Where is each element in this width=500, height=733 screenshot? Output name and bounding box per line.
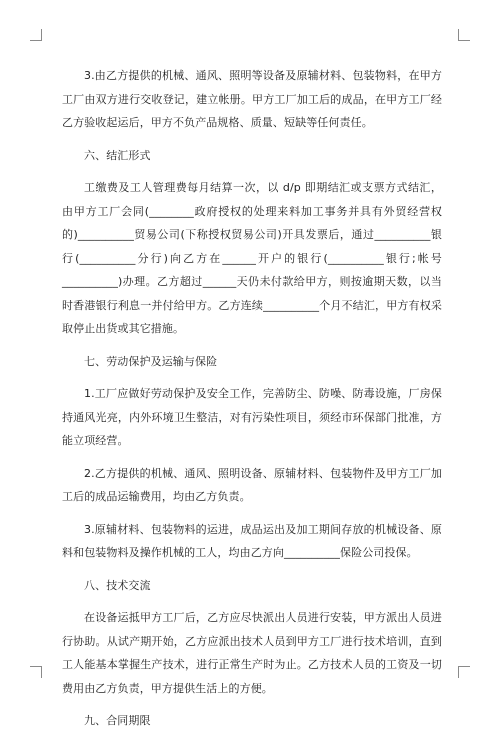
crop-mark-top-left-v (41, 29, 42, 41)
crop-mark-bottom-right-h (458, 666, 470, 667)
labor-item-2: 2.乙方提供的机械、通风、照明设备、原辅材料、包装物件及甲方工厂加工后的成品运输费用，均由乙方负责。 (62, 466, 442, 503)
crop-mark-bottom-right-v (458, 666, 459, 678)
labor-item-1: 1.工厂应做好劳动保护及安全工作，完善防尘、防噪、防毒设施，厂房保持通风光亮，内外环境卫生整洁，对有污染性项目，须经市环保部门批准，方能立项经营。 (62, 387, 442, 447)
labor-item-3: 3.原辅材料、包装物料的运进，成品运出及加工期间存放的机械设备、原料和包装物料及操作机械的工人，均由乙方向__________保险公司投保。 (62, 522, 442, 559)
section-heading-contract-term: 九、合同期限 (84, 714, 151, 727)
document-body (62, 64, 442, 733)
section-heading-settlement: 六、结汇形式 (84, 148, 151, 162)
section-heading-tech-exchange: 八、技术交流 (84, 578, 151, 592)
settlement-paragraph: 工缴费及工人管理费每月结算一次，以 d/p 即期结汇或支票方式结汇，由甲方工厂会同(________政府授权的处理来料加工事务并具有外贸经营权的)__________贸易公司(下称授权贸易公司)开具发票后，通过__________银行(__________分行)向乙方在______开户的银行(__________银行;帐号__________)办理。乙方超过______天仍未付款给甲方，则按逾期天数，以当时香港银行利息一并付给甲方。乙方连续__________个月不结汇，甲方有权采取停止出货或其它措施。 (62, 181, 442, 335)
crop-mark-top-right-h (458, 40, 470, 41)
tech-exchange-paragraph: 在设备运抵甲方工厂后，乙方应尽快派出人员进行安装，甲方派出人员进行协助。从试产期开始，乙方应派出技术人员到甲方工厂进行技术培训，直到工人能基本掌握生产技术，进行正常生产时为止。乙方技术人员的工资及一切费用由乙方负责，甲方提供生活上的方便。 (62, 611, 442, 695)
clause-5-item-3: 3.由乙方提供的机械、通风、照明等设备及原辅材料、包装物料，在甲方工厂由双方进行交收登记，建立帐册。甲方工厂加工后的成品，在甲方工厂经乙方验收起运后，甲方不负产品规格、质量、短缺等任何责任。 (62, 69, 442, 129)
section-heading-labor-protection: 七、劳动保护及运输与保险 (84, 354, 218, 368)
crop-mark-bottom-left-v (41, 666, 42, 678)
crop-mark-top-right-v (458, 29, 459, 41)
